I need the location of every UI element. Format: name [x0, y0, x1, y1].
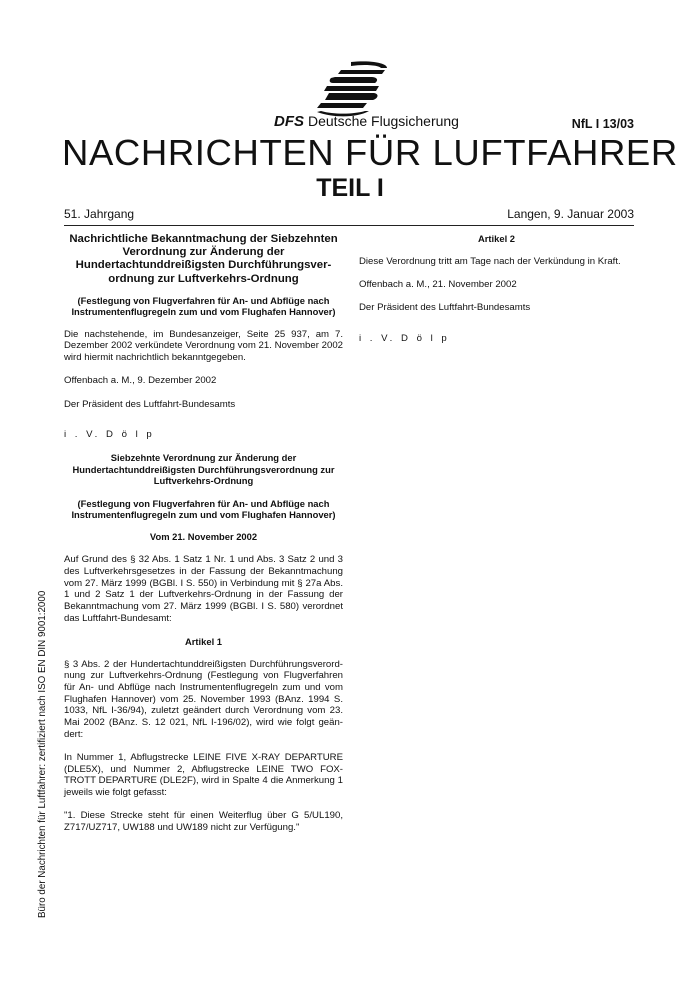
article-2-heading: Artikel 2 [478, 233, 515, 244]
right-column [359, 233, 634, 356]
article-1-change: In Nummer 1, Abflugstrecke LEINE FIVE X-RAY DEPARTURE (DLE5X), und Nummer 2, Abflugstrecke LEINE TWO FOX-TROTT DEPARTURE (DLE2F), wird in Spalte 4 die Anmerkung 1 jeweils wie folgt gefasst: [64, 752, 343, 799]
ordinance-date: Vom 21. November 2002 [149, 531, 258, 543]
announcement-authority: Der Präsident des Luftfahrt-Bundesamts [64, 398, 236, 410]
ordinance-preamble: Auf Grund des § 32 Abs. 1 Satz 1 Nr. 1 und Abs. 3 Satz 2 und 3 des Luftverkehrsgesetzes in der Fassung der Bekanntmachung vom 27. März 1999 (BGBl. I S. 550) in Verbindung mit § 27a Abs. 1 und 2 Satz 1 der Luftverkehrs-Ordnung in der Fassung der Bekanntmachung vom 27. März 1999 (BGBl. I S. 580) verordnet das Luftfahrt-Bundesamt: [64, 554, 343, 624]
place-date: Langen, 9. Januar 2003 [507, 207, 634, 221]
page-title: NACHRICHTEN FÜR LUFTFAHRER [62, 132, 678, 173]
volume-label: 51. Jahrgang [64, 207, 135, 221]
left-column [64, 233, 343, 845]
article-2-place-date: Offenbach a. M., 21. November 2002 [359, 278, 517, 290]
announcement-place-date: Offenbach a. M., 9. Dezember 2002 [64, 375, 217, 387]
article-1-heading: Artikel 1 [185, 635, 222, 647]
ordinance-subtitle: (Festlegung von Flugverfahren für An- und Abflüge nach Instrumentenflugregeln zum und vom Flughafen Hannover) [71, 497, 336, 520]
article-2-signature: i . V. D ö l p [359, 332, 450, 344]
article-1-text: § 3 Abs. 2 der Hundertachtunddreißigsten Durchführungsverord-nung zur Luftverkehrs-Ordnung (Festlegung von Flugverfahren für An- und Abflüge nach Instrumentenflugregeln zum und vom Flughafen Hannover) vom 25. November 1993 (BAnz. 1994 S. 1033, NfL I-36/94), zuletzt geändert durch Verordnung vom 23. Mai 2002 (BAnz. S. 12 021, NfL I-196/02), wird wie folgt geän-dert: [64, 658, 343, 740]
ordinance-title: Siebzehnte Verordnung zur Änderung der Hundertachtunddreißigsten Durchführungsverordnung zur Luftverkehrs-Ordnung [72, 452, 335, 486]
dfs-logo [313, 60, 391, 120]
header-divider [64, 225, 634, 226]
issue-number: NfL I 13/03 [571, 117, 634, 131]
brand-name: Deutsche Flugsicherung [308, 113, 459, 129]
brand-line [274, 113, 459, 130]
announcement-signature: i . V. D ö l p [64, 429, 155, 441]
page-subtitle: TEIL I [316, 174, 384, 202]
article-2-authority: Der Präsident des Luftfahrt-Bundesamts [359, 302, 531, 314]
announcement-heading: Nachrichtliche Bekanntmachung der Siebzehnten Verordnung zur Änderung der Hundertachtunddreißigsten Durchführungsver-ordnung zur Luftverkehrs-Ordnung [69, 233, 338, 285]
article-1-quote: "1. Diese Strecke steht für einen Weiterflug über G 5/UL190, Z717/UZ717, UW188 und UW189 nicht zur Verfügung." [64, 810, 343, 834]
announcement-subheading: (Festlegung von Flugverfahren für An- und Abflüge nach Instrumentenflugregeln zum und vom Flughafen Hannover) [71, 294, 336, 318]
certification-side-note: Büro der Nachrichten für Luftfahrer: zertifiziert nach ISO EN DIN 9001:2000 [37, 590, 48, 918]
announcement-intro: Die nachstehende, im Bundesanzeiger, Seite 25 937, am 7. Dezember 2002 verkündete Verordnung vom 21. November 2002 wird hiermit nachrichtlich bekanntgegeben. [64, 328, 343, 364]
article-2-text: Diese Verordnung tritt am Tage nach der Verkündung in Kraft. [359, 255, 621, 267]
brand-abbr: DFS [274, 113, 304, 130]
